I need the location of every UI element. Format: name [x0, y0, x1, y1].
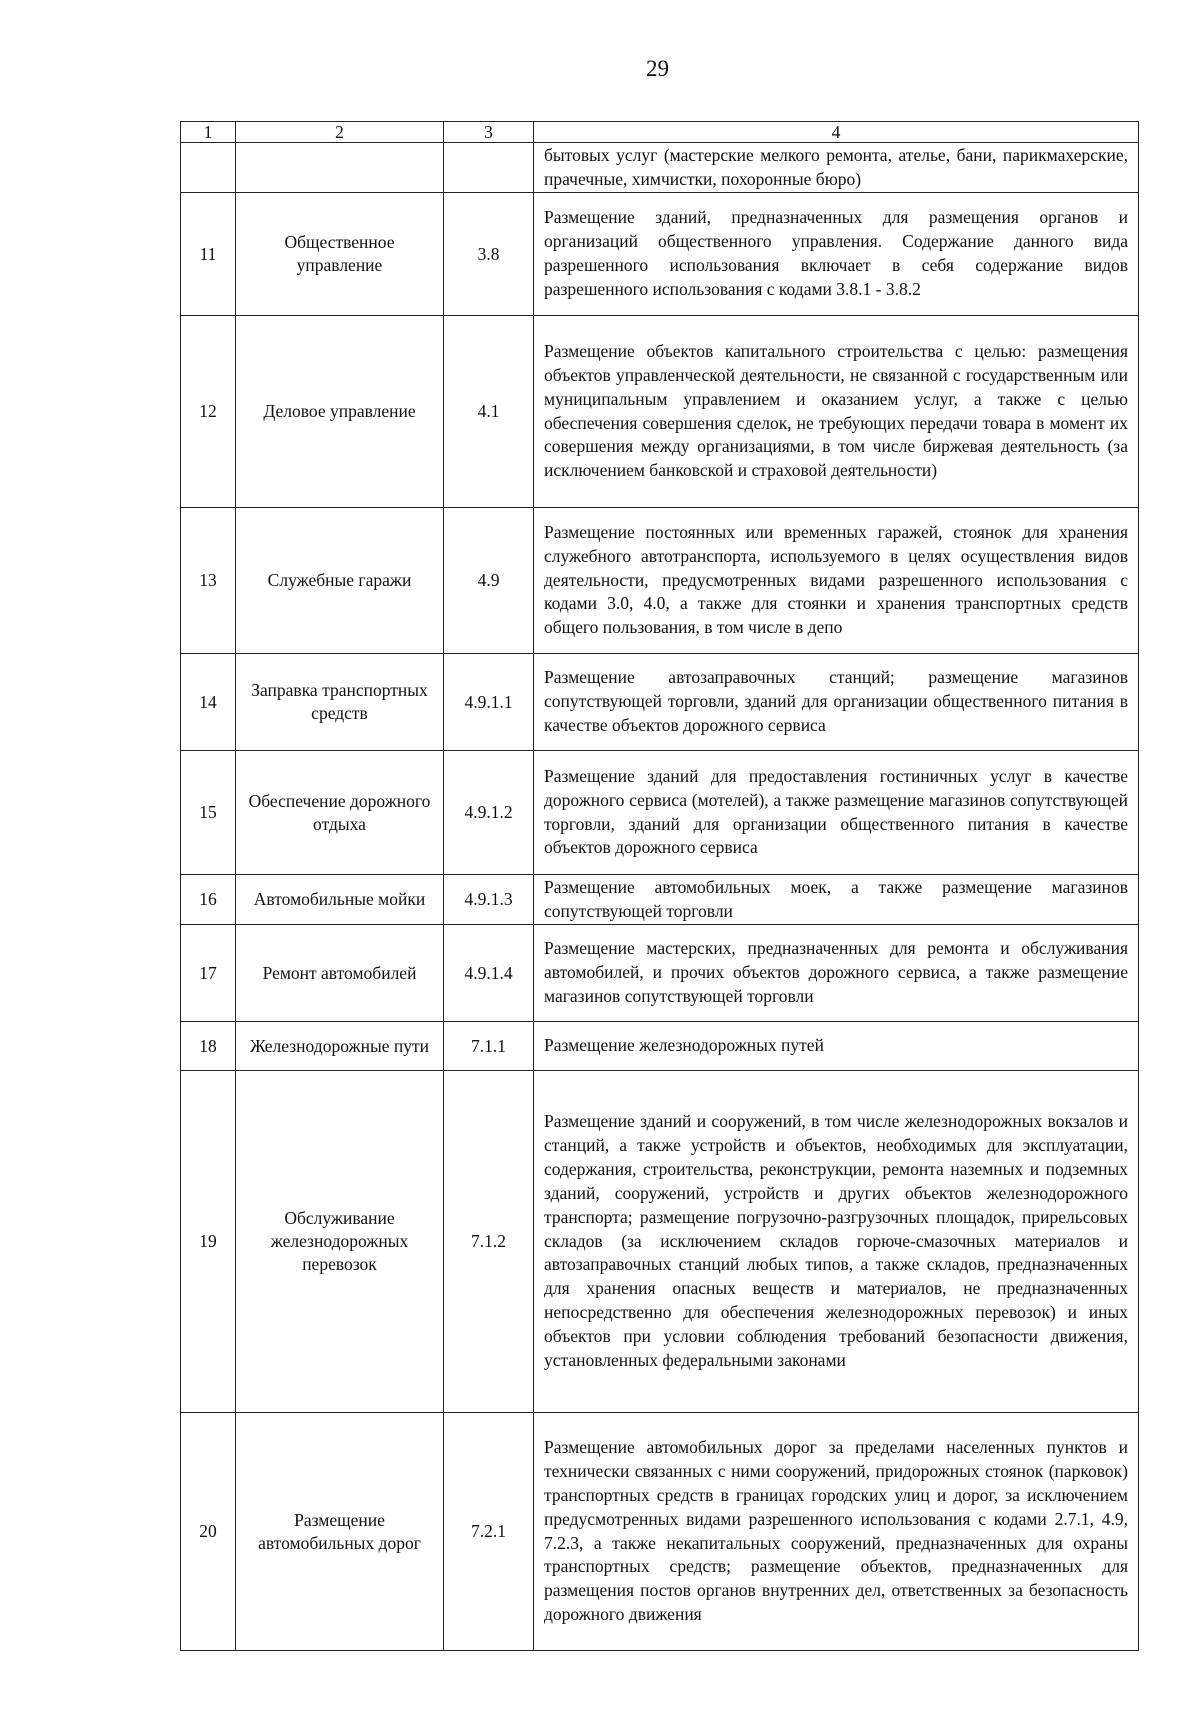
row-description: Размещение автозаправочных станций; размещение магазинов сопутствующей торговли, зданий для организации общественного питания в качестве объектов дорожного сервиса [534, 654, 1139, 751]
table-row [181, 193, 1139, 316]
row-number: 14 [181, 654, 236, 751]
row-number: 18 [181, 1022, 236, 1071]
row-number: 16 [181, 875, 236, 925]
row-number: 13 [181, 508, 236, 654]
table-row [181, 1071, 1139, 1413]
row-code: 7.1.2 [444, 1071, 534, 1413]
row-description: Размещение зданий, предназначенных для размещения органов и организаций общественного управления. Содержание данного вида разрешенного использования включает в себя содержание видов разрешенного использования с кодами 3.8.1 - 3.8.2 [534, 193, 1139, 316]
row-code: 4.9.1.3 [444, 875, 534, 925]
header-cell-4: 4 [534, 122, 1139, 143]
row-code: 4.9.1.1 [444, 654, 534, 751]
header-cell-2: 2 [236, 122, 444, 143]
row-description: Размещение мастерских, предназначенных для ремонта и обслуживания автомобилей, и прочих объектов дорожного сервиса, а также размещение магазинов сопутствующей торговли [534, 925, 1139, 1022]
page-number: 29 [646, 56, 669, 81]
table-row [181, 654, 1139, 751]
row-name: Ремонт автомобилей [236, 925, 444, 1022]
row-description: бытовых услуг (мастерские мелкого ремонта, ателье, бани, парикмахерские, прачечные, химчистки, похоронные бюро) [534, 143, 1139, 193]
row-number: 15 [181, 751, 236, 875]
row-description: Размещение зданий и сооружений, в том числе железнодорожных вокзалов и станций, а также устройств и объектов, необходимых для эксплуатации, содержания, строительства, реконструкции, ремонта наземных и подземных зданий, сооружений, устройств и других объектов железнодорожного транспорта; размещение погрузочно-разгрузочных площадок, прирельсовых складов (за исключением складов горюче-смазочных материалов и автозаправочных станций любых типов, а также складов, предназначенных для хранения опасных веществ и материалов, не предназначенных непосредственно для обеспечения железнодорожных перевозок) и иных объектов при условии соблюдения требований безопасности движения, установленных федеральными законами [534, 1071, 1139, 1413]
row-code: 4.9 [444, 508, 534, 654]
row-number [181, 143, 236, 193]
row-description: Размещение объектов капитального строительства с целью: размещения объектов управленческой деятельности, не связанной с государственным или муниципальным управлением и оказанием услуг, а также с целью обеспечения совершения сделок, не требующих передачи товара в момент их совершения между организациями, в том числе биржевая деятельность (за исключением банковской и страховой деятельности) [534, 316, 1139, 508]
row-description: Размещение автомобильных дорог за пределами населенных пунктов и технически связанных с ними сооружений, придорожных стоянок (парковок) транспортных средств в границах городских улиц и дорог, за исключением предусмотренных видами разрешенного использования с кодами 2.7.1, 4.9, 7.2.3, а также некапитальных сооружений, предназначенных для охраны транспортных средств; размещение объектов, предназначенных для размещения постов органов внутренних дел, ответственных за безопасность дорожного движения [534, 1413, 1139, 1651]
row-name: Железнодорожные пути [236, 1022, 444, 1071]
row-number: 20 [181, 1413, 236, 1651]
row-number: 12 [181, 316, 236, 508]
row-name: Заправка транспортных средств [236, 654, 444, 751]
header-cell-1: 1 [181, 122, 236, 143]
row-code: 4.9.1.2 [444, 751, 534, 875]
row-name: Автомобильные мойки [236, 875, 444, 925]
row-name [236, 143, 444, 193]
table-row [181, 1022, 1139, 1071]
row-description: Размещение автомобильных моек, а также размещение магазинов сопутствующей торговли [534, 875, 1139, 925]
row-description: Размещение железнодорожных путей [534, 1022, 1139, 1071]
row-description: Размещение постоянных или временных гаражей, стоянок для хранения служебного автотранспорта, используемого в целях осуществления видов деятельности, предусмотренных видами разрешенного использования с кодами 3.0, 4.0, а также для стоянки и хранения транспортных средств общего пользования, в том числе в депо [534, 508, 1139, 654]
row-name: Деловое управление [236, 316, 444, 508]
row-name: Служебные гаражи [236, 508, 444, 654]
row-name: Общественное управление [236, 193, 444, 316]
table-row [181, 508, 1139, 654]
row-code: 7.1.1 [444, 1022, 534, 1071]
row-number: 19 [181, 1071, 236, 1413]
table-row [181, 751, 1139, 875]
row-name: Размещение автомобильных дорог [236, 1413, 444, 1651]
row-code: 7.2.1 [444, 1413, 534, 1651]
table-row [181, 143, 1139, 193]
row-code [444, 143, 534, 193]
land-use-table [180, 121, 1139, 1651]
row-name: Обеспечение дорожного отдыха [236, 751, 444, 875]
row-number: 17 [181, 925, 236, 1022]
table-row [181, 925, 1139, 1022]
row-name: Обслуживание железнодорожных перевозок [236, 1071, 444, 1413]
table-header-row [181, 122, 1139, 143]
header-cell-3: 3 [444, 122, 534, 143]
row-number: 11 [181, 193, 236, 316]
table-row [181, 875, 1139, 925]
table-row [181, 1413, 1139, 1651]
row-code: 3.8 [444, 193, 534, 316]
table-row [181, 316, 1139, 508]
row-code: 4.9.1.4 [444, 925, 534, 1022]
row-code: 4.1 [444, 316, 534, 508]
row-description: Размещение зданий для предоставления гостиничных услуг в качестве дорожного сервиса (мотелей), а также размещение магазинов сопутствующей торговли, зданий для организации общественного питания в качестве объектов дорожного сервиса [534, 751, 1139, 875]
